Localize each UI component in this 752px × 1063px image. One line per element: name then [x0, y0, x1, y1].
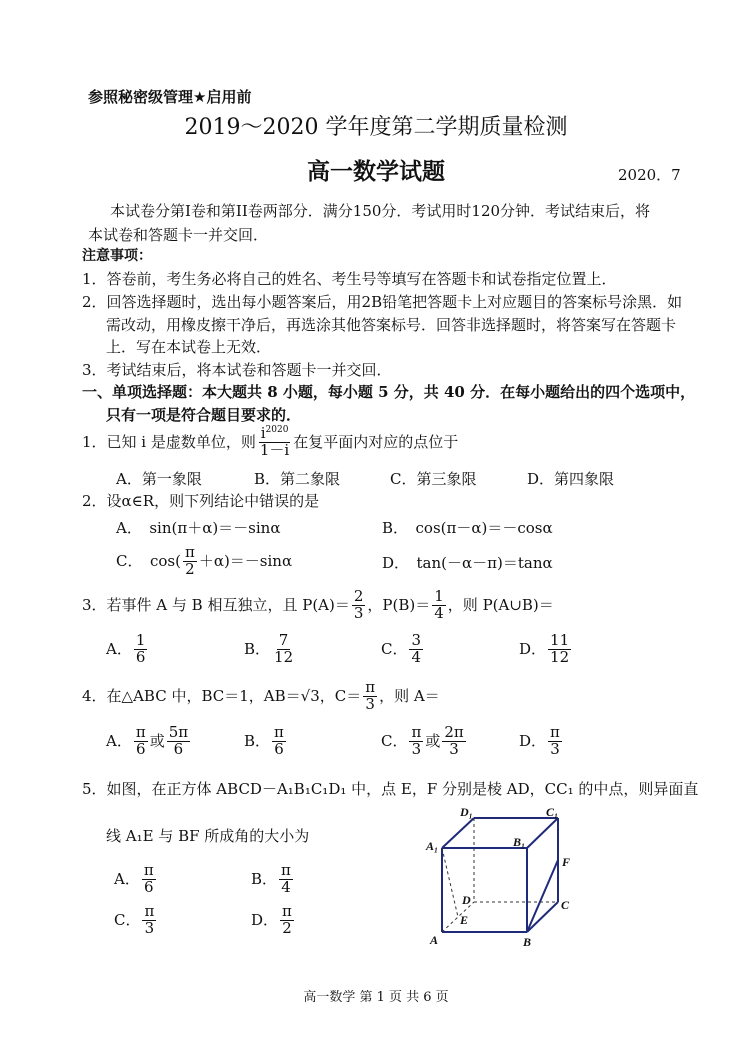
- q3-stem-pre: 3．若事件 A 与 B 相互独立，且 P(A)＝: [82, 596, 350, 615]
- hidden-segment-a1-e: [442, 848, 458, 917]
- q4-b-num: π: [274, 723, 284, 741]
- q2-c-fraction: [183, 545, 197, 578]
- question-5-stem-line-2: 线 A₁E 与 BF 所成角的大小为: [106, 827, 310, 845]
- q4-c-fraction: [363, 680, 377, 713]
- q5-option-d: [251, 904, 296, 937]
- q5-c-num: π: [144, 902, 155, 920]
- edge-b-c: [527, 902, 558, 932]
- question-1-stem: [82, 426, 458, 459]
- q1-fraction-denominator: 1－i: [259, 440, 290, 459]
- question-5-stem-line-1: 5．如图，在正方体 ABCD－A₁B₁C₁D₁ 中，点 E，F 分别是棱 AD，CC₁ 的中点，则异面直: [82, 780, 699, 798]
- q4-c-numerator: π: [365, 678, 376, 696]
- q5-c-fraction: [142, 904, 156, 937]
- q4-a-or: 或: [149, 732, 165, 751]
- q3-option-b: [244, 633, 297, 666]
- q4-c-label: C．: [381, 732, 408, 751]
- q1-fraction: [258, 426, 291, 459]
- q3-d-den: 12: [550, 647, 570, 666]
- label-c: C: [561, 898, 570, 912]
- note-2-line-1: 2．回答选择题时，选出每小题答案后，用2B铅笔把答题卡上对应题目的答案标号涂黑．如: [82, 293, 683, 311]
- q5-b-fraction: [279, 863, 293, 896]
- q1-option-a: A．第一象限: [116, 470, 202, 488]
- label-d1: D₁: [460, 805, 473, 819]
- q5-a-fraction: [142, 863, 156, 896]
- section-1-heading-line-2: 只有一项是符合题目要求的．: [106, 406, 302, 424]
- q5-c-label: C．: [114, 911, 141, 930]
- q5-d-den: 2: [282, 918, 292, 937]
- q4-c1-num: π: [411, 723, 422, 741]
- q4-c-denominator: 3: [365, 694, 375, 713]
- exam-title: 2019～2020 学年度第二学期质量检测: [184, 115, 568, 140]
- q3-option-a: [106, 633, 149, 666]
- q4-a2-num: 5π: [168, 723, 189, 741]
- q3-pa-denominator: 3: [353, 603, 364, 622]
- q3-pb-fraction: [432, 589, 446, 622]
- q4-c-fraction-1: [409, 725, 423, 758]
- q2-option-c: [116, 545, 292, 578]
- q4-c1-den: 3: [411, 739, 422, 758]
- q1-option-b: B．第二象限: [254, 470, 341, 488]
- q5-option-b: [251, 863, 295, 896]
- q3-c-label: C．: [381, 640, 408, 659]
- q2-option-a: A． sin(π＋α)＝－sinα: [116, 519, 281, 537]
- q4-a-label: A．: [106, 732, 132, 751]
- q1-stem-pre: 1．已知 i 是虚数单位，则: [82, 433, 256, 452]
- label-c1: C₁: [546, 805, 559, 819]
- confidentiality-note: 参照秘密级管理★启用前: [88, 88, 252, 106]
- label-b: B: [523, 935, 532, 949]
- q4-option-c: [381, 725, 468, 758]
- q4-a1-den: 6: [136, 739, 146, 758]
- subject-title: 高一数学试题: [307, 158, 445, 185]
- q4-d-den: 3: [550, 739, 560, 758]
- q3-b-fraction: [272, 633, 295, 666]
- q4-d-num: π: [550, 723, 560, 741]
- q3-stem-mid: ，P(B)＝: [367, 596, 431, 615]
- label-b1: B₁: [513, 835, 526, 849]
- q4-option-a: [106, 725, 192, 758]
- q4-c2-num: 2π: [444, 723, 464, 741]
- q4-option-b: [244, 725, 288, 758]
- q4-a-fraction-2: [167, 725, 190, 758]
- q3-d-num: 11: [550, 631, 570, 649]
- q3-stem-post: ，则 P(A∪B)＝: [447, 596, 554, 615]
- q3-c-den: 4: [411, 647, 422, 666]
- q3-a-label: A．: [106, 640, 132, 659]
- q4-a2-den: 6: [173, 739, 184, 758]
- q5-d-num: π: [282, 902, 292, 920]
- q4-c-or: 或: [425, 732, 441, 751]
- q4-c2-den: 3: [449, 739, 459, 758]
- q4-a-fraction-1: [134, 725, 148, 758]
- q1-option-c: C．第三象限: [390, 470, 477, 488]
- q5-option-c: [114, 904, 158, 937]
- q5-option-a: [114, 863, 158, 896]
- page-footer: 高一数学 第 1 页 共 6 页: [303, 990, 449, 1005]
- q1-stem-post: 在复平面内对应的点位于: [293, 433, 459, 452]
- q3-option-d: [519, 633, 573, 666]
- q1-num-exponent: 2020: [265, 425, 289, 435]
- q4-d-fraction: [548, 725, 562, 758]
- notes-heading: 注意事项：: [82, 248, 152, 264]
- q3-d-fraction: [548, 633, 571, 666]
- q3-b-den: 12: [274, 647, 294, 666]
- q3-a-den: 6: [135, 647, 146, 666]
- q4-b-den: 6: [274, 739, 284, 758]
- q5-b-num: π: [281, 861, 291, 879]
- label-a1: A₁: [426, 839, 439, 853]
- note-3: 3．考试结束后，将本试卷和答题卡一并交回．: [82, 361, 392, 379]
- q4-option-d: [519, 725, 564, 758]
- q3-b-label: B．: [244, 640, 271, 659]
- note-1: 1．答卷前，考生务必将自己的姓名、考生号等填写在答题卡和试卷指定位置上．: [82, 270, 617, 288]
- q3-pa-numerator: 2: [353, 587, 364, 605]
- q2-c-numerator: π: [184, 543, 195, 561]
- q1-option-d: D．第四象限: [527, 470, 615, 488]
- q2-c-denominator: 2: [185, 559, 195, 578]
- section-1-heading: 一、单项选择题：本大题共 8 小题，每小题 5 分，共 40 分．在每小题给出的四个选项中，: [82, 383, 696, 401]
- q3-option-c: [381, 633, 425, 666]
- segment-b-f: [527, 860, 558, 932]
- note-2-line-2: 需改动，用橡皮擦干净后，再选涂其他答案标号．回答非选择题时，将答案写在答题卡: [106, 316, 677, 334]
- q3-b-num: 7: [278, 631, 289, 649]
- cube-figure: [420, 800, 590, 952]
- q4-b-fraction: [272, 725, 286, 758]
- q3-d-label: D．: [519, 640, 547, 659]
- label-e: E: [460, 913, 469, 927]
- q4-stem-post: ，则 A＝: [379, 687, 440, 706]
- q5-c-den: 3: [144, 918, 155, 937]
- q3-pb-denominator: 4: [434, 603, 444, 622]
- label-d: D: [462, 893, 471, 907]
- q3-pa-fraction: [352, 589, 366, 622]
- q5-d-label: D．: [251, 911, 279, 930]
- q4-stem-pre: 4．在△ABC 中，BC＝1，AB＝√3，C＝: [82, 687, 362, 706]
- q5-a-num: π: [143, 861, 154, 879]
- q5-b-den: 4: [281, 877, 291, 896]
- q4-b-label: B．: [244, 732, 271, 751]
- q2-c-post: ＋α)＝－sinα: [198, 552, 293, 571]
- q2-option-b: B． cos(π－α)＝－cosα: [382, 519, 553, 537]
- q4-a1-num: π: [135, 723, 146, 741]
- label-a: A: [430, 933, 439, 947]
- q3-c-fraction: [409, 633, 423, 666]
- q3-c-num: 3: [411, 631, 422, 649]
- q2-option-d: D． tan(－α－π)＝tanα: [382, 554, 553, 572]
- exam-date: 2020．7: [618, 166, 681, 184]
- question-4-stem: [82, 680, 440, 713]
- q5-a-den: 6: [144, 877, 154, 896]
- question-3-stem: [82, 589, 554, 622]
- question-2-stem: 2．设α∈R，则下列结论中错误的是: [82, 492, 320, 510]
- q3-a-fraction: [134, 633, 148, 666]
- q5-d-fraction: [280, 904, 294, 937]
- label-f: F: [562, 855, 571, 869]
- q4-d-label: D．: [519, 732, 547, 751]
- q5-a-label: A．: [114, 870, 140, 889]
- q4-c-fraction-2: [442, 725, 465, 758]
- q3-a-num: 1: [135, 631, 146, 649]
- edge-b1-c1: [527, 818, 558, 848]
- intro-line-1: 本试卷分第Ⅰ卷和第II卷两部分．满分150分．考试用时120分钟．考试结束后，将: [110, 202, 651, 220]
- note-2-line-3: 上．写在本试卷上无效．: [106, 338, 272, 356]
- q2-c-pre: C． cos(: [116, 552, 181, 571]
- q3-pb-numerator: 1: [434, 587, 444, 605]
- intro-line-2: 本试卷和答题卡一并交回．: [88, 226, 269, 244]
- q5-b-label: B．: [251, 870, 278, 889]
- edge-a1-d1: [442, 818, 474, 848]
- q1-num-base: i: [260, 424, 266, 442]
